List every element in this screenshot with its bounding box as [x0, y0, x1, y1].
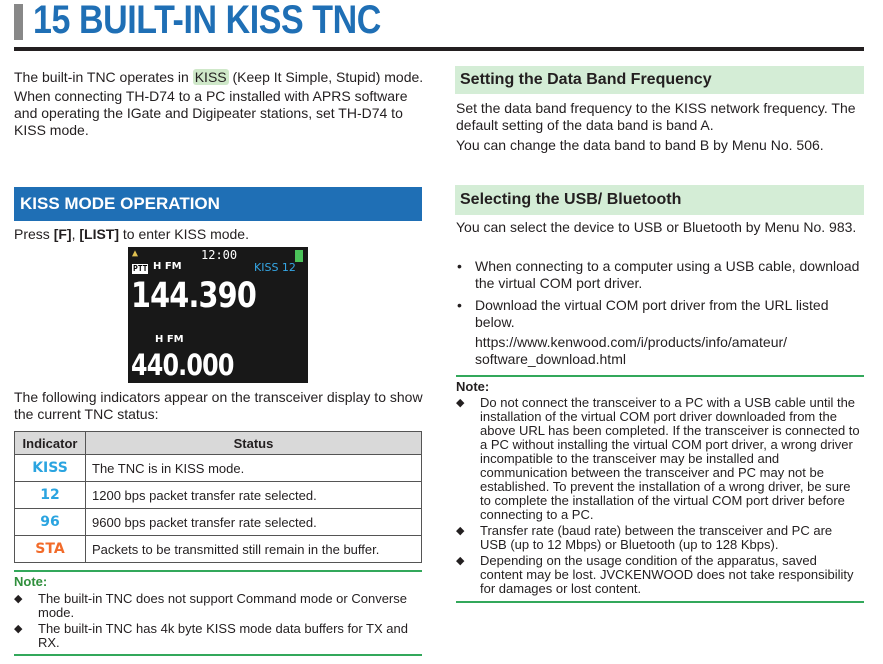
kiss-term-highlight: KISS — [194, 69, 227, 85]
page-title: 15 BUILT-IN KISS TNC — [33, 0, 381, 42]
section-title-kiss-mode-operation: KISS MODE OPERATION — [14, 187, 422, 221]
intro-text-start: The built-in TNC operates in — [14, 69, 193, 85]
band-b-frequency: 440.000 — [131, 348, 234, 382]
list-item — [456, 297, 861, 331]
left-note-list — [14, 592, 414, 652]
indicator-kiss: KISS — [15, 455, 86, 482]
table-row — [15, 536, 422, 563]
page-header — [14, 0, 864, 52]
list-item — [456, 258, 861, 292]
diamond-bullet-icon: ◆ — [14, 593, 23, 605]
indicators-description: The following indicators appear on the transceiver display to show the current TNC status: — [14, 389, 423, 422]
usb-bluetooth-paragraph: You can select the device to USB or Bluetooth by Menu No. 983. — [456, 219, 857, 235]
intro-block — [14, 69, 424, 139]
status-cell: 1200 bps packet transfer rate selected. — [86, 482, 422, 509]
note-divider-top — [14, 570, 422, 572]
note-text: Do not connect the transceiver to a PC with a USB cable until the installation of the virtual COM port driver downloaded from the above URL has been completed. If the transceiver is connected to a PC without installing the virtual COM port driver, a wrong driver incompatible to the transceiver may be installed and communication between the transceiver and PC may not be established. To prevent the installation of a wrong driver, be sure to complete the installation of the virtual COM port driver before connecting to a PC. — [480, 395, 860, 522]
battery-icon — [295, 250, 303, 262]
list-item — [14, 592, 414, 620]
indicator-table — [14, 431, 422, 563]
indicator-96: 96 — [15, 509, 86, 536]
data-band-paragraph-2: You can change the data band to band B by Menu No. 506. — [456, 137, 824, 153]
indicator-sta: STA — [15, 536, 86, 563]
key-list: [LIST] — [79, 226, 120, 242]
table-header-indicator: Indicator — [15, 432, 86, 455]
table-header-status: Status — [86, 432, 422, 455]
diamond-bullet-icon: ◆ — [14, 623, 23, 635]
usb-bullet-list — [456, 258, 861, 336]
right-note-list — [456, 396, 861, 598]
diamond-bullet-icon: ◆ — [456, 555, 465, 567]
section-title-usb-bluetooth: Selecting the USB/ Bluetooth — [455, 185, 864, 215]
table-header-row — [15, 432, 422, 455]
band-a-mode: H FM — [153, 261, 182, 272]
note-text: Depending on the usage condition of the apparatus, saved content may be lost. JVCKENWOOD does not take responsibility for damages or lost content. — [480, 553, 854, 596]
url-line-2: software_download.html — [475, 351, 626, 367]
band-b-mode: H FM — [155, 334, 184, 345]
right-note-divider-bottom — [456, 601, 864, 603]
ptt-indicator: PTT — [133, 264, 148, 273]
note-text: The built-in TNC has 4k byte KISS mode data buffers for TX and RX. — [38, 621, 408, 650]
antenna-icon: ▲ — [132, 248, 139, 259]
band-a-frequency: 144.390 — [131, 276, 256, 316]
transceiver-display — [128, 247, 308, 383]
status-cell: Packets to be transmitted still remain in the buffer. — [86, 536, 422, 563]
press-instruction — [14, 226, 249, 243]
diamond-bullet-icon: ◆ — [456, 397, 465, 409]
table-row — [15, 482, 422, 509]
note-divider-bottom — [14, 654, 422, 656]
intro-text-end: (Keep It Simple, Stupid) mode. — [228, 69, 424, 85]
left-note-title: Note: — [14, 574, 48, 589]
bullet-text: Download the virtual COM port driver from the URL listed below. — [475, 297, 829, 330]
list-item — [456, 396, 861, 522]
bullet-dot-icon: • — [457, 258, 462, 274]
press-text: Press — [14, 226, 54, 242]
right-note-title: Note: — [456, 379, 490, 394]
header-accent-bar — [14, 4, 23, 40]
note-text: The built-in TNC does not support Command mode or Converse mode. — [38, 591, 407, 620]
header-rule — [14, 47, 864, 51]
url-line-1: https://www.kenwood.com/i/products/info/amateur/ — [475, 334, 788, 350]
press-sep: , — [71, 226, 80, 242]
right-note-divider-top — [456, 375, 864, 377]
intro-paragraph — [14, 69, 424, 86]
status-cell: 9600 bps packet transfer rate selected. — [86, 509, 422, 536]
indicator-12: 12 — [15, 482, 86, 509]
data-band-block — [456, 100, 864, 154]
section-title-data-band: Setting the Data Band Frequency — [455, 66, 864, 94]
bullet-dot-icon: • — [457, 297, 462, 313]
download-url — [475, 334, 787, 368]
key-f: [F] — [53, 226, 72, 242]
table-row — [15, 455, 422, 482]
kiss-indicator: KISS 12 — [254, 261, 296, 274]
bullet-text: When connecting to a computer using a USB cable, download the virtual COM port driver. — [475, 258, 860, 291]
note-text: Transfer rate (baud rate) between the transceiver and PC are USB (up to 12 Mbps) or Bluetooth (up to 128 Kbps). — [480, 523, 833, 552]
list-item — [456, 554, 861, 596]
list-item — [14, 622, 414, 650]
table-row — [15, 509, 422, 536]
press-text-end: to enter KISS mode. — [119, 226, 249, 242]
intro-paragraph-2: When connecting TH-D74 to a PC installed with APRS software and operating the IGate and Digipeater stations, set TH-D74 to KISS mode. — [14, 88, 408, 138]
data-band-paragraph-1: Set the data band frequency to the KISS network frequency. The default setting of the data band is band A. — [456, 100, 856, 133]
list-item — [456, 524, 861, 552]
diamond-bullet-icon: ◆ — [456, 525, 465, 537]
display-time: 12:00 — [201, 248, 238, 262]
status-cell: The TNC is in KISS mode. — [86, 455, 422, 482]
